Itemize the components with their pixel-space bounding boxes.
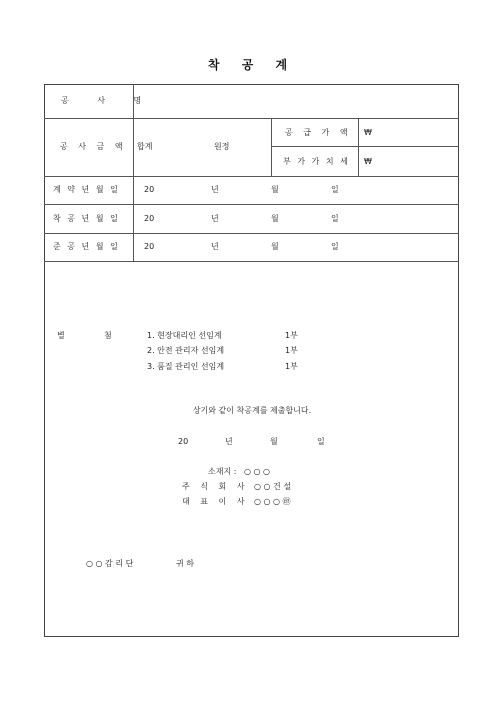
vat-label: 부 가 가 치 세 [283,157,350,166]
form-frame [44,84,459,637]
contract-day-unit: 일 [331,185,339,194]
submission-statement: 상기와 같이 착공계를 제출합니다. [192,406,312,415]
row-divider [44,118,459,119]
start-year-unit: 년 [211,214,219,223]
attachment-item-count: 1부 [285,331,298,340]
submit-year-unit: 년 [225,437,233,446]
contract-date-label: 계 약 년 월 일 [53,185,120,194]
address-label: 소재지 : [208,467,237,476]
submit-day-unit: 일 [317,437,325,446]
company-value: ○ ○ 건 설 [254,482,292,491]
contract-year-unit: 년 [211,185,219,194]
total-label: 합계 [137,142,153,151]
company-label: 주 식 회 사 [182,482,249,491]
submit-month-unit: 월 [270,437,278,446]
submit-year-prefix: 20 [178,437,189,446]
recipient-honorific: 귀 하 [176,559,194,568]
recipient-name: ○ ○ 감 리 단 [86,559,134,568]
start-date-label: 착 공 년 월 일 [53,214,120,223]
finish-month-unit: 월 [271,242,279,251]
start-year-prefix: 20 [144,214,155,223]
row-divider [44,233,459,234]
won-label: 원정 [214,142,230,151]
row-divider [44,204,459,205]
vat-value[interactable]: ₩ [364,157,372,166]
attachments-label-1: 별 [57,331,65,340]
row-divider [44,176,459,177]
finish-year-prefix: 20 [144,242,155,251]
attachment-item-count: 1부 [285,362,298,371]
finish-year-unit: 년 [211,242,219,251]
project-name-label: 공 사 명 [61,96,155,105]
finish-date-label: 준 공 년 월 일 [53,242,120,251]
row-divider [271,146,459,147]
attachment-item-count: 1부 [285,346,298,355]
supply-price-value[interactable]: ₩ [364,128,372,137]
address-value: ○ ○ ○ [244,467,271,476]
contract-month-unit: 월 [271,185,279,194]
attachment-item-text: 1. 현장대리인 선임계 [147,331,222,340]
project-amount-label: 공 사 금 액 [60,142,127,151]
row-divider [44,261,459,262]
attachment-item-text: 3. 품질 관리인 선임계 [147,362,225,371]
start-day-unit: 일 [331,214,339,223]
column-divider [358,118,359,176]
contract-year-prefix: 20 [144,185,155,194]
column-divider [271,118,272,176]
attachments-label-2: 첨 [104,331,112,340]
finish-day-unit: 일 [331,242,339,251]
start-month-unit: 월 [271,214,279,223]
ceo-value-with-seal: ○ ○ ○ ㊞ [254,497,291,506]
supply-price-label: 공 급 가 액 [285,128,352,137]
attachment-item-text: 2. 안전 관리자 선임계 [147,346,225,355]
document-title: 착 공 계 [207,58,297,72]
column-divider [133,84,134,261]
ceo-label: 대 표 이 사 [182,497,249,506]
